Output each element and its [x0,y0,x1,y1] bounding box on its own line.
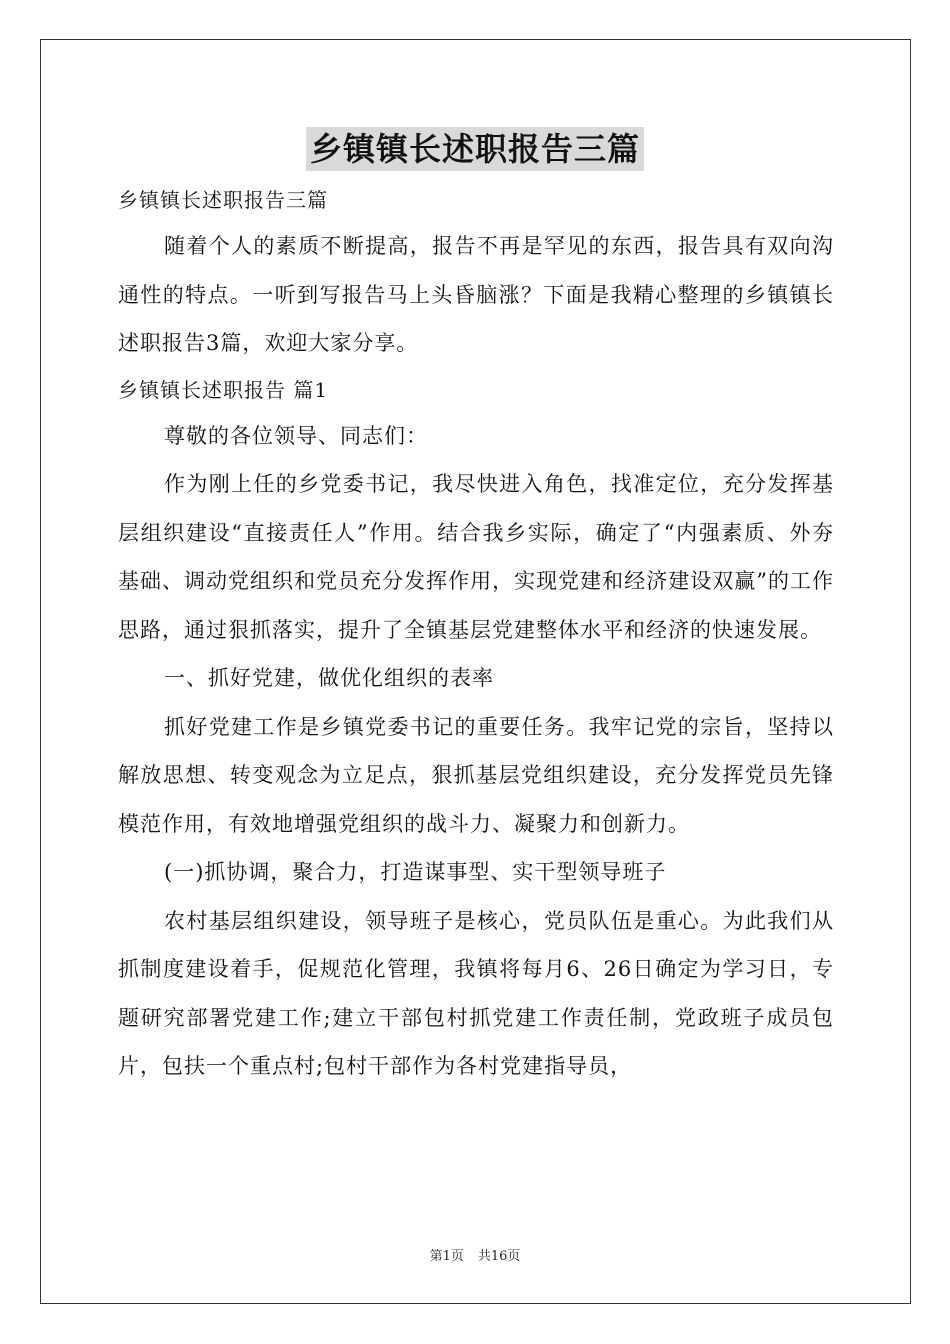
page-footer [0,1245,950,1264]
page-number: 第1页 [429,1249,464,1264]
document-subtitle: 乡镇镇长述职报告三篇 [118,188,328,212]
paragraph-intro: 随着个人的素质不断提高，报告不再是罕见的东西，报告具有双向沟通性的特点。一听到写报告马上头昏脑涨？下面是我精心整理的乡镇镇长述职报告3篇，欢迎大家分享。 [118,234,834,355]
section-heading: 乡镇镇长述职报告 篇1 [118,377,329,402]
title-container [0,127,950,171]
document-body [118,178,834,1091]
paragraph-body: 作为刚上任的乡党委书记，我尽快进入角色，找准定位，充分发挥基层组织建设“直接责任人”作用。结合我乡实际，确定了“内强素质、外夯基础、调动党组织和党员充分发挥作用，实现党建和经济建设双赢”的工作思路，通过狠抓落实，提升了全镇基层党建整体水平和经济的快速发展。 [118,472,834,642]
document-title: 乡镇镇长述职报告三篇 [306,127,644,171]
paragraph-salutation: 尊敬的各位领导、同志们： [164,423,428,448]
page-total: 共16页 [477,1249,521,1264]
paragraph-heading-1: 一、抓好党建，做优化组织的表率 [164,666,494,690]
paragraph-subheading-1: (一)抓协调，聚合力，打造谋事型、实干型领导班子 [164,860,667,884]
paragraph-body: 农村基层组织建设，领导班子是核心，党员队伍是重心。为此我们从抓制度建设着手，促规范化管理，我镇将每月6、26日确定为学习日，专题研究部署党建工作;建立干部包村抓党建工作责任制，党政班子成员包片，包扶一个重点村;包村干部作为各村党建指导员， [118,908,834,1078]
paragraph-body: 抓好党建工作是乡镇党委书记的重要任务。我牢记党的宗旨，坚持以解放思想、转变观念为立足点，狠抓基层党组织建设，充分发挥党员先锋模范作用，有效地增强党组织的战斗力、凝聚力和创新力。 [118,714,834,836]
